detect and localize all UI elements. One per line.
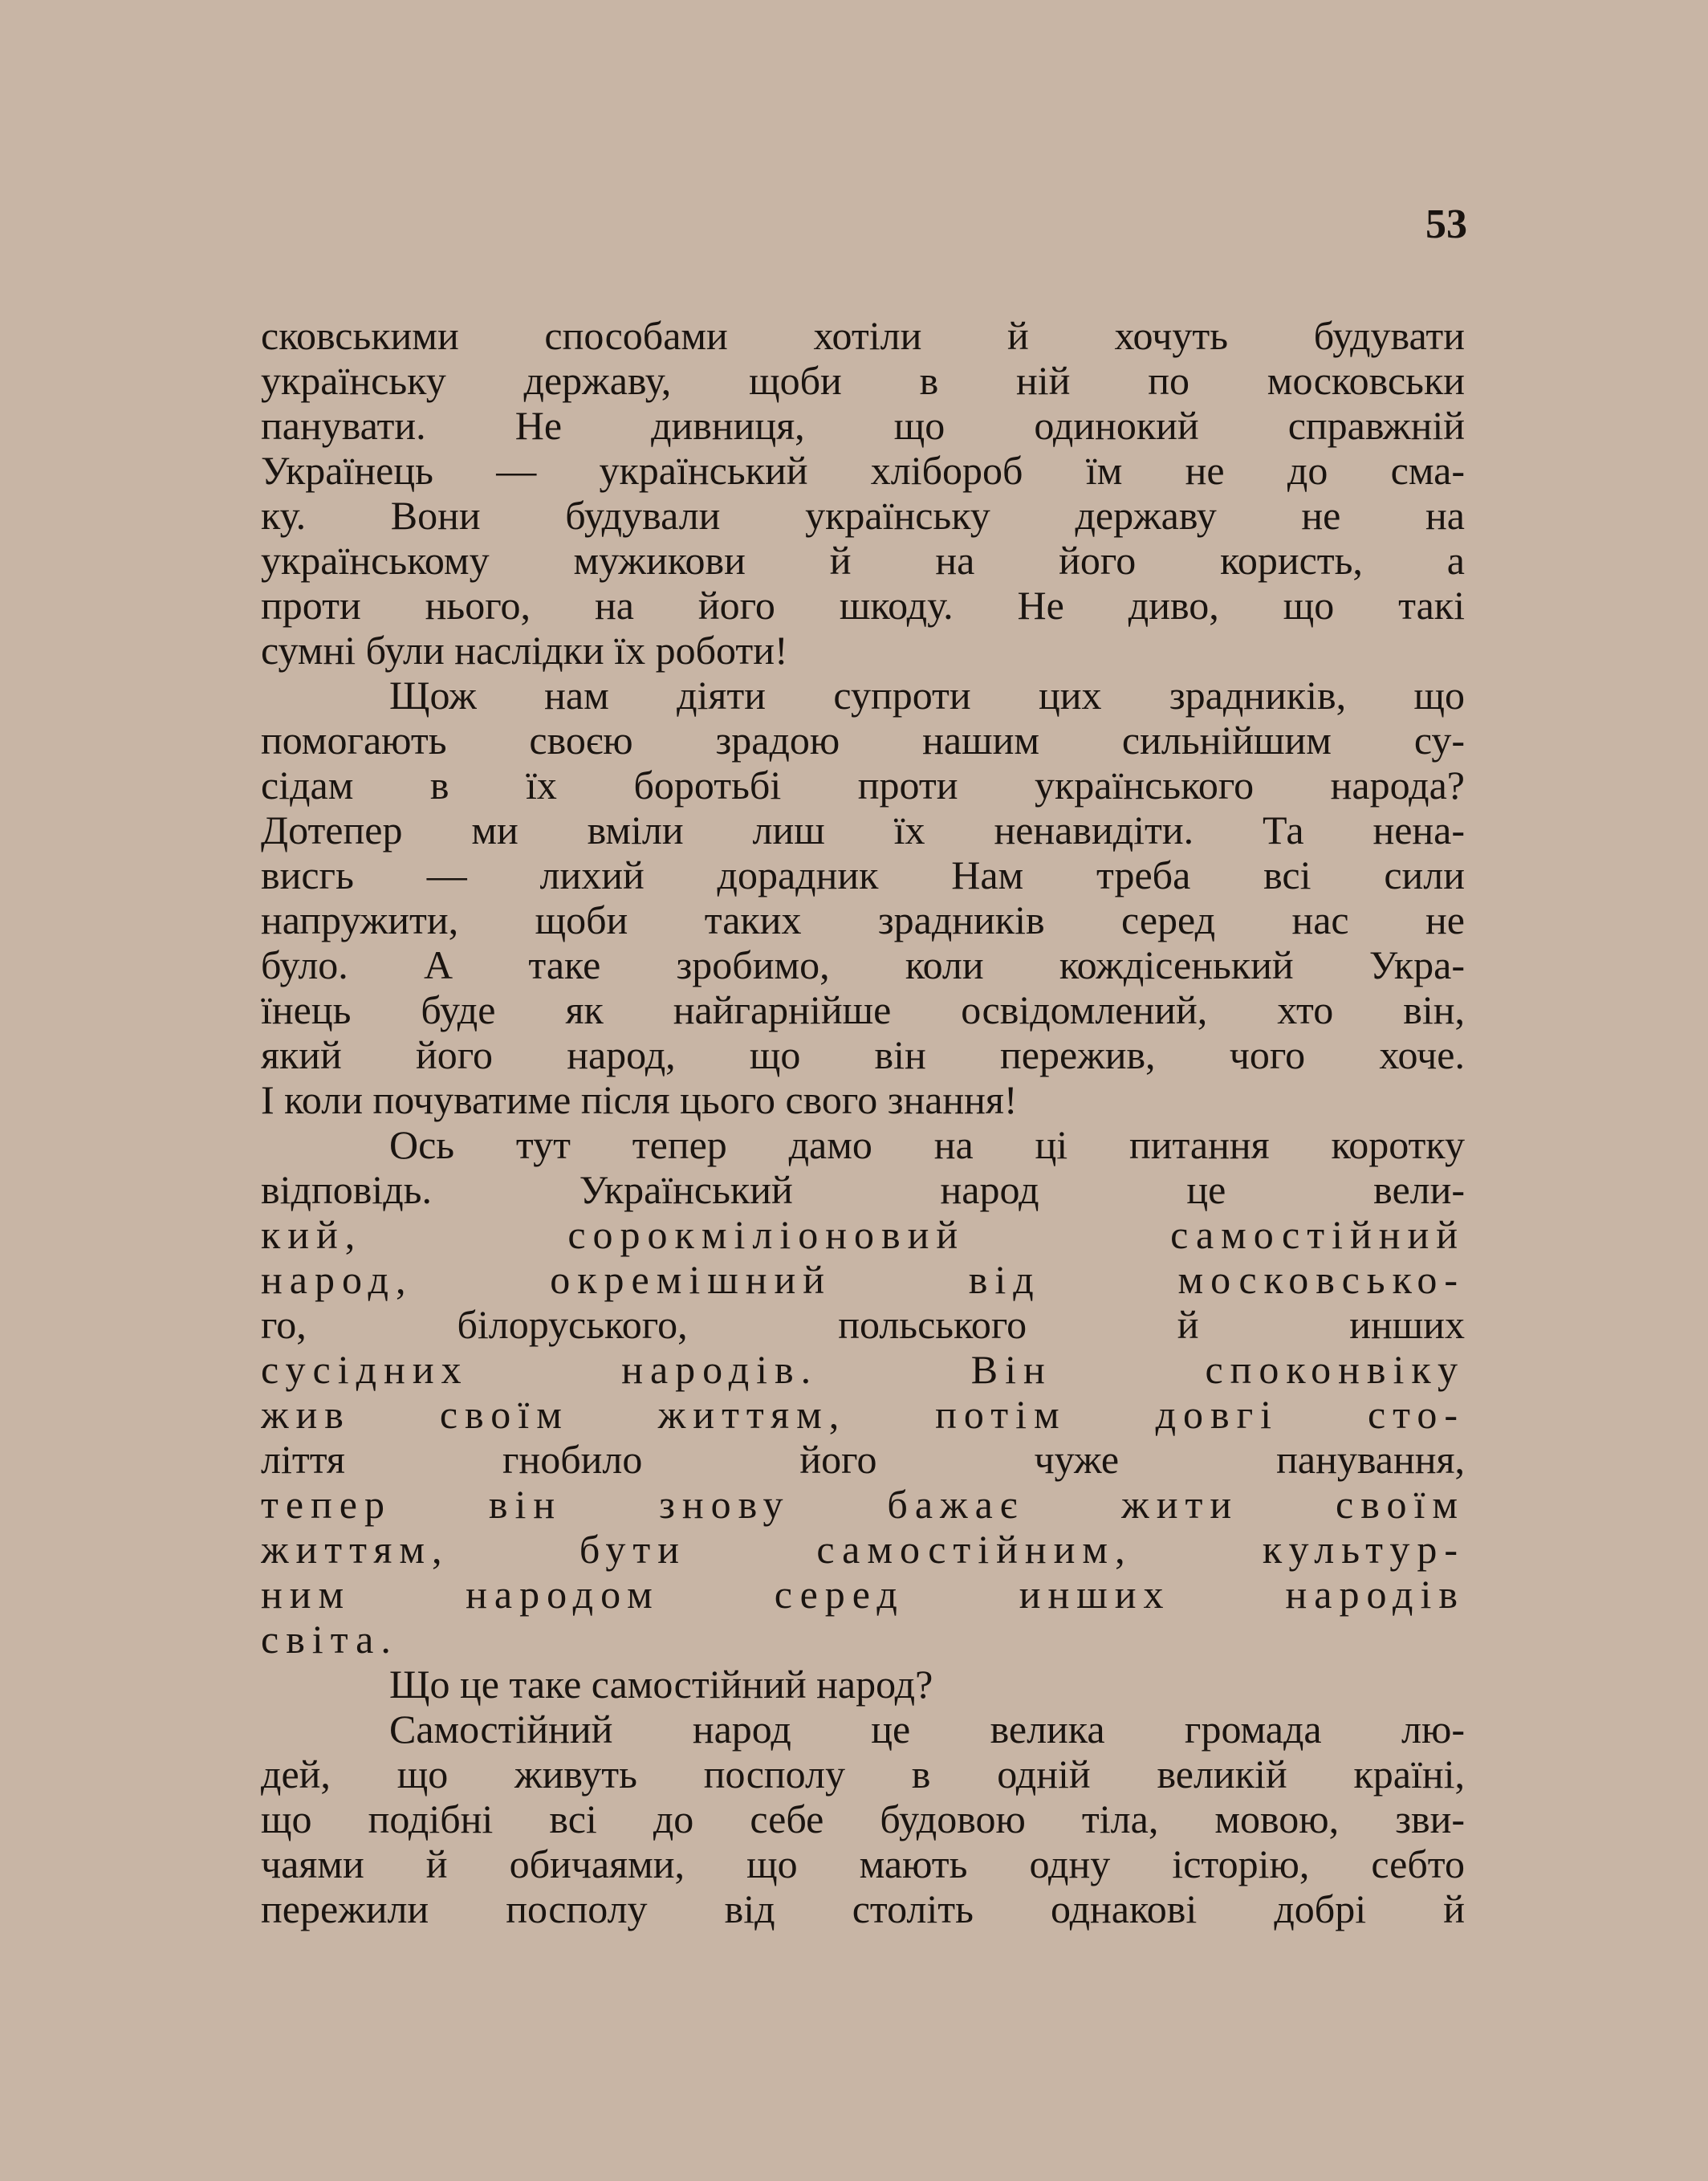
text-line: напружити, щоби таких зрадників серед нас не <box>261 897 1465 942</box>
text-line: сумні були наслідки їх роботи! <box>261 628 788 673</box>
text-line: жив своїм життям, потім довгі сто- <box>261 1392 1465 1437</box>
text-line: Дотепер ми вміли лиш їх ненавидіти. Та нена- <box>261 808 1465 852</box>
text-line: сідам в їх боротьбі проти українського народа? <box>261 763 1465 808</box>
text-line: висгь — лихий дорадник Нам треба всі сили <box>261 852 1465 897</box>
text-line: ліття гнобило його чуже панування, <box>261 1437 1465 1482</box>
text-line: життям, бути самостійним, культур- <box>261 1527 1465 1572</box>
text-line: пережили посполу від століть однакові добрі й <box>261 1886 1465 1931</box>
text-line: світа. <box>261 1617 398 1662</box>
text-line: ним народом серед инших народів <box>261 1572 1465 1617</box>
body-text <box>261 313 1465 1931</box>
text-line: Щож нам діяти супроти цих зрадників, що <box>389 673 1465 718</box>
text-line: помогають своєю зрадою нашим сильнійшим су- <box>261 718 1465 763</box>
text-line: було. А таке зробимо, коли кождісенький Укра- <box>261 942 1465 987</box>
text-line: дей, що живуть посполу в одній великій країні, <box>261 1752 1465 1796</box>
page-number: 53 <box>1425 201 1467 247</box>
text-line: ку. Вони будували українську державу не на <box>261 493 1465 538</box>
text-line: проти нього, на його шкоду. Не диво, що такі <box>261 583 1465 628</box>
text-line: Українець — український хлібороб їм не до сма- <box>261 448 1465 493</box>
text-line: тепер він знову бажає жити своїм <box>261 1482 1465 1527</box>
text-line: кий, сорокміліоновий самостійний <box>261 1212 1465 1257</box>
text-line: народ, окремішний від московсько- <box>261 1257 1465 1302</box>
text-line: Що це таке самостійний народ? <box>389 1662 933 1707</box>
text-line: українську державу, щоби в ній по московськи <box>261 358 1465 403</box>
text-line: українському мужикови й на його користь, а <box>261 538 1465 583</box>
text-line: го, білоруського, польського й инших <box>261 1302 1465 1347</box>
text-line: Ось тут тепер дамо на ці питання коротку <box>389 1122 1465 1167</box>
text-line: Самостійний народ це велика громада лю- <box>389 1707 1465 1752</box>
text-line: І коли почуватиме після цього свого знання! <box>261 1077 1018 1122</box>
text-line: відповідь. Український народ це вели- <box>261 1167 1465 1212</box>
text-line: їнець буде як найгарнійше освідомлений, хто він, <box>261 987 1465 1032</box>
text-line: сковськими способами хотіли й хочуть будувати <box>261 313 1465 358</box>
text-line: чаями й обичаями, що мають одну історію, себто <box>261 1841 1465 1886</box>
text-line: що подібні всі до себе будовою тіла, мовою, зви- <box>261 1796 1465 1841</box>
text-line: сусідних народів. Він споконвіку <box>261 1347 1465 1392</box>
text-line: який його народ, що він пережив, чого хоче. <box>261 1032 1465 1077</box>
text-line: панувати. Не дивниця, що одинокий справжній <box>261 403 1465 448</box>
